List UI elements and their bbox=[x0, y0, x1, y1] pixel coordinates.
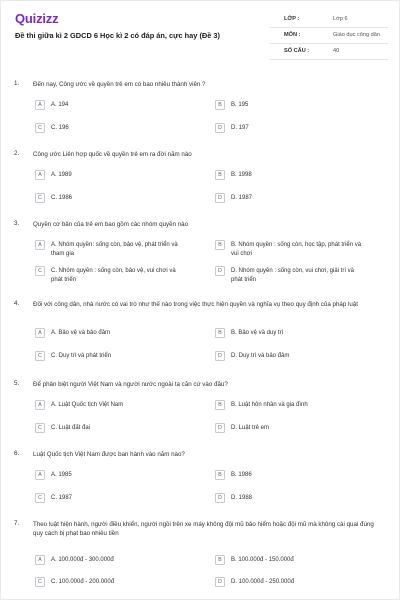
option-text: C. 100.000đ - 200.000đ bbox=[51, 579, 115, 585]
option-letter-box[interactable]: C bbox=[35, 577, 45, 587]
option-letter-box[interactable]: C bbox=[35, 423, 45, 433]
worksheet-title: Đề thi giữa kì 2 GDCD 6 Học kì 2 có đáp án, cực hay (Đề 3) bbox=[15, 31, 220, 40]
question-text: Đến nay, Công ước về quyền trẻ em có bao nhiêu thành viên ? bbox=[33, 81, 206, 88]
option-text: A. 194 bbox=[51, 102, 69, 108]
question-number: 6. bbox=[14, 450, 20, 457]
option-letter-box[interactable]: C bbox=[35, 493, 45, 503]
option-letter-box[interactable]: B bbox=[215, 470, 225, 480]
question-number: 4. bbox=[14, 300, 20, 307]
question-text: Công ước Liên hợp quốc về quyền trẻ em ra đời năm nào bbox=[33, 151, 192, 158]
worksheet-header bbox=[0, 0, 400, 68]
option-text: C. Duy trì và phát triển bbox=[51, 353, 112, 359]
option-text: D. Luật trẻ em bbox=[231, 425, 270, 431]
question-number: 5. bbox=[14, 380, 20, 387]
option-letter-box[interactable]: D bbox=[215, 423, 225, 433]
option-letter-box[interactable]: A bbox=[35, 400, 45, 410]
option-letter-box[interactable]: A bbox=[35, 555, 45, 565]
meta-table bbox=[270, 12, 388, 60]
option-text: C. Luật đất đai bbox=[51, 425, 91, 431]
meta-label: LỚP : bbox=[284, 16, 300, 22]
option-text: A. 1985 bbox=[51, 472, 72, 478]
option-text: C. 1987 bbox=[51, 495, 73, 501]
option-letter-box[interactable]: C bbox=[35, 193, 45, 203]
question-text: Luật Quốc tịch Việt Nam được ban hành vào năm nào? bbox=[33, 451, 185, 458]
option-text: A. Luật Quốc tịch Việt Nam bbox=[51, 402, 124, 408]
option-text: D. 100.000đ - 250.000đ bbox=[231, 579, 295, 585]
option-text: D. Nhóm quyền : sống còn, vui chơi, giải trí và phát triển bbox=[231, 268, 354, 283]
option-text: B. 195 bbox=[231, 102, 249, 108]
quizizz-logo: Quizizz bbox=[15, 11, 59, 26]
option-letter-box[interactable]: C bbox=[35, 266, 45, 276]
option-text: B. Bảo vệ và duy trì bbox=[231, 330, 284, 336]
meta-row-subject bbox=[270, 28, 388, 44]
option-letter-box[interactable]: A bbox=[35, 328, 45, 338]
option-letter-box[interactable]: A bbox=[35, 100, 45, 110]
option-letter-box[interactable]: B bbox=[215, 100, 225, 110]
option-letter-box[interactable]: D bbox=[215, 577, 225, 587]
question-number: 2. bbox=[14, 150, 20, 157]
question-text: Theo luật hiện hành, người điều khiển, người ngồi trên xe máy không đội mũ bảo hiểm hoặc đội mũ mà không cài quai đúng quy cách bị phạt bao nhiêu tiền bbox=[33, 521, 374, 537]
question-number: 1. bbox=[14, 80, 20, 87]
question-number: 7. bbox=[14, 520, 20, 527]
option-text: D. 197 bbox=[231, 125, 249, 131]
option-letter-box[interactable]: D bbox=[215, 351, 225, 361]
option-letter-box[interactable]: A bbox=[35, 240, 45, 250]
option-letter-box[interactable]: C bbox=[35, 351, 45, 361]
option-text: A. 100.000đ - 300.000đ bbox=[51, 557, 114, 563]
option-text: B. 1986 bbox=[231, 472, 252, 478]
meta-value: 40 bbox=[333, 48, 340, 54]
question-text: Quyền cơ bản của trẻ em bao gồm các nhóm quyền nào bbox=[33, 221, 189, 228]
option-text: A. 1989 bbox=[51, 172, 72, 178]
meta-value: Giáo dục công dân bbox=[333, 32, 380, 38]
option-text: B. 100.000đ - 150.000đ bbox=[231, 557, 294, 563]
option-text: A. Bảo vệ và bảo đảm bbox=[51, 330, 111, 336]
option-letter-box[interactable]: B bbox=[215, 240, 225, 250]
question-number: 3. bbox=[14, 220, 20, 227]
meta-label: MÔN : bbox=[284, 32, 301, 38]
option-letter-box[interactable]: D bbox=[215, 193, 225, 203]
option-letter-box[interactable]: C bbox=[35, 123, 45, 133]
meta-value: Lớp 6 bbox=[333, 16, 348, 22]
meta-row-class bbox=[270, 12, 388, 28]
question-text: Để phân biệt người Việt Nam và người nước ngoài ta căn cứ vào đâu? bbox=[33, 381, 228, 388]
option-letter-box[interactable]: A bbox=[35, 470, 45, 480]
option-letter-box[interactable]: D bbox=[215, 493, 225, 503]
option-letter-box[interactable]: B bbox=[215, 555, 225, 565]
option-letter-box[interactable]: B bbox=[215, 170, 225, 180]
option-text: D. 1987 bbox=[231, 195, 253, 201]
option-text: B. Nhóm quyền : sống còn, học tập, phát triển và vui chơi bbox=[231, 242, 362, 257]
option-letter-box[interactable]: A bbox=[35, 170, 45, 180]
meta-row-count bbox=[270, 44, 388, 60]
question-text: Đối với công dân, nhà nước có vai trò như thế nào trong việc thực hiện quyền và nghĩa vụ theo quy định của pháp luật bbox=[33, 301, 358, 308]
option-text: B. 1998 bbox=[231, 172, 252, 178]
option-text: A. Nhóm quyền: sống còn, bảo vệ, phát triển và tham gia bbox=[51, 242, 178, 257]
option-text: D. 1988 bbox=[231, 495, 253, 501]
option-text: B. Luật hôn nhân và gia đình bbox=[231, 402, 308, 408]
option-letter-box[interactable]: D bbox=[215, 266, 225, 276]
option-text: D. Duy trì và bảo đảm bbox=[231, 353, 290, 359]
option-text: C. Nhóm quyền : sống còn, bảo vệ, vui chơi và phát triển bbox=[51, 268, 176, 283]
option-text: C. 196 bbox=[51, 125, 69, 131]
meta-label: SỐ CÂU : bbox=[284, 48, 310, 54]
option-letter-box[interactable]: B bbox=[215, 400, 225, 410]
option-text: C. 1986 bbox=[51, 195, 73, 201]
option-letter-box[interactable]: B bbox=[215, 328, 225, 338]
option-letter-box[interactable]: D bbox=[215, 123, 225, 133]
